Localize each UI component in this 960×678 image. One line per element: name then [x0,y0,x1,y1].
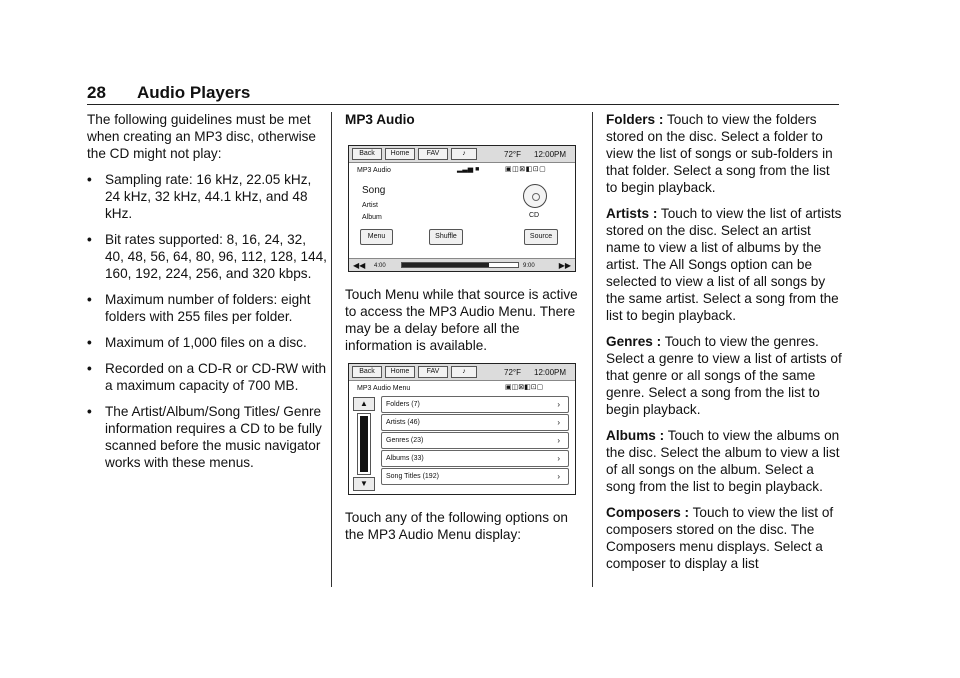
status-icons: ▣◫⊠◧⊡▢ [505,166,547,173]
definition-term: Genres : [606,334,662,349]
menu-item-folders[interactable] [381,396,569,413]
rewind-icon[interactable]: ◀◀ [353,261,366,270]
cd-disc-icon [523,184,547,208]
section-title: Audio Players [137,83,251,102]
bullet-item [87,334,327,351]
middle-column [345,111,580,552]
menu-item-label: Albums (33) [386,455,424,462]
fav-button[interactable]: FAV [418,366,448,378]
elapsed-time: 4:00 [374,263,386,269]
menu-item-albums[interactable] [381,450,569,467]
definition-entry [606,427,842,495]
back-button[interactable]: Back [352,366,382,378]
home-button[interactable]: Home [385,148,415,160]
column-divider-2 [592,112,593,587]
definition-term: Artists : [606,206,658,221]
scroll-up-arrow-icon[interactable]: ▲ [353,397,375,411]
column-divider-1 [331,112,332,587]
chevron-right-icon: › [557,418,560,427]
menu-item-genres[interactable] [381,432,569,449]
signal-strength-icon: ▂▃▅ ■ [457,166,480,173]
bullet-item [87,171,327,222]
voice-icon[interactable]: ♪ [451,148,477,160]
chevron-right-icon: › [557,436,560,445]
bullet-item [87,291,327,325]
page-header [87,83,839,105]
source-button[interactable]: Source [524,229,558,245]
definition-entry [606,504,842,572]
bullet-symbol: • [87,404,92,419]
menu-item-label: Folders (7) [386,401,420,408]
home-button[interactable]: Home [385,366,415,378]
menu-item-label: Artists (46) [386,419,420,426]
album-label: Album [362,214,382,221]
definition-text: Touch to view the list of composers stored on the disc. The Composers menu displays. Select a composer to display a list [606,505,834,571]
song-title: Song [362,185,386,196]
intro-paragraph: The following guidelines must be met when creating an MP3 disc, otherwise the CD might not play: [87,112,316,161]
chevron-right-icon: › [557,454,560,463]
menu-instructions: Touch Menu while that source is active to access the MP3 Audio Menu. There may be a delay before all the information is available. [345,287,578,353]
bullet-symbol: • [87,232,92,247]
bullet-symbol: • [87,292,92,307]
screen-top-bar [349,146,575,163]
clock-readout: 12:00PM [534,150,567,159]
fav-button[interactable]: FAV [418,148,448,160]
source-label: MP3 Audio [357,167,391,174]
page-number: 28 [87,83,106,102]
menu-item-song-titles[interactable] [381,468,569,485]
chevron-right-icon: › [557,400,560,409]
temperature-readout: 72°F [504,150,521,159]
mp3-audio-heading: MP3 Audio [345,112,415,127]
bullet-text: Maximum number of folders: eight folders with 255 files per folder. [105,292,311,324]
progress-fill [402,263,489,267]
bullet-text: Sampling rate: 16 kHz, 22.05 kHz, 24 kHz, 32 kHz, 44.1 kHz, and 48 kHz. [105,172,312,221]
scroll-down-arrow-icon[interactable]: ▼ [353,477,375,491]
menu-item-label: Song Titles (192) [386,473,439,480]
bullet-text: Maximum of 1,000 files on a disc. [105,335,307,350]
right-column [606,111,842,581]
clock-readout: 12:00PM [534,368,567,377]
definition-entry [606,205,842,324]
bullet-symbol: • [87,172,92,187]
total-time: 9:00 [523,263,535,269]
bullet-item [87,360,327,394]
menu-item-label: Genres (23) [386,437,424,444]
definition-entry [606,111,842,196]
definition-text: Touch to view the genres. Select a genre to view a list of artists of that genre or all songs of the same genre. Select a song from the list to begin playback. [606,334,842,417]
bullet-item [87,231,327,282]
now-playing-screen [348,145,576,272]
definition-entry [606,333,842,418]
bullet-text: Recorded on a CD-R or CD-RW with a maximum capacity of 700 MB. [105,361,327,393]
definition-text: Touch to view the folders stored on the disc. Select a folder to view the list of songs or sub-folders in that folder. Select a song from the list to begin playback. [606,112,833,195]
cd-label: CD [529,212,540,219]
playback-bar [349,258,575,271]
shuffle-button[interactable]: Shuffle [429,229,463,245]
definition-text: Touch to view the list of artists stored on the disc. Select an artist name to view a list of albums by the artist. The All Songs option can be selected to view a list of all songs by the same artist. Select a song from the list to begin playback. [606,206,842,323]
definition-term: Folders : [606,112,664,127]
definition-text: Touch to view the albums on the disc. Select the album to view a list of all songs on the album. Select a song from the list to begin playback. [606,428,840,494]
progress-track[interactable] [401,262,519,268]
bullet-symbol: • [87,361,92,376]
bullet-text: The Artist/Album/Song Titles/ Genre information requires a CD to be fully scanned before the music navigator works with these menus. [105,404,322,470]
menu-list [381,396,569,486]
menu-button[interactable]: Menu [360,229,393,245]
bullet-item [87,403,327,471]
scroll-thumb[interactable] [360,416,368,472]
audio-menu-screen [348,363,576,495]
options-intro: Touch any of the following options on the MP3 Audio Menu display: [345,510,568,542]
bullet-symbol: • [87,335,92,350]
voice-icon[interactable]: ♪ [451,366,477,378]
chevron-right-icon: › [557,472,560,481]
bullet-text: Bit rates supported: 8, 16, 24, 32, 40, 48, 56, 64, 80, 96, 112, 128, 144, 160, 192, 224, 256, and 320 kbps. [105,232,327,281]
definition-term: Albums : [606,428,665,443]
back-button[interactable]: Back [352,148,382,160]
left-column [87,111,327,480]
artist-label: Artist [362,202,378,209]
scrollbar[interactable] [357,413,371,475]
menu-item-artists[interactable] [381,414,569,431]
fast-forward-icon[interactable]: ▶▶ [558,261,571,270]
screen-top-bar [349,364,575,381]
temperature-readout: 72°F [504,368,521,377]
definition-term: Composers : [606,505,690,520]
menu-title: MP3 Audio Menu [357,385,411,392]
status-icons: ▣◫⊠◧⊡▢ [505,384,544,391]
